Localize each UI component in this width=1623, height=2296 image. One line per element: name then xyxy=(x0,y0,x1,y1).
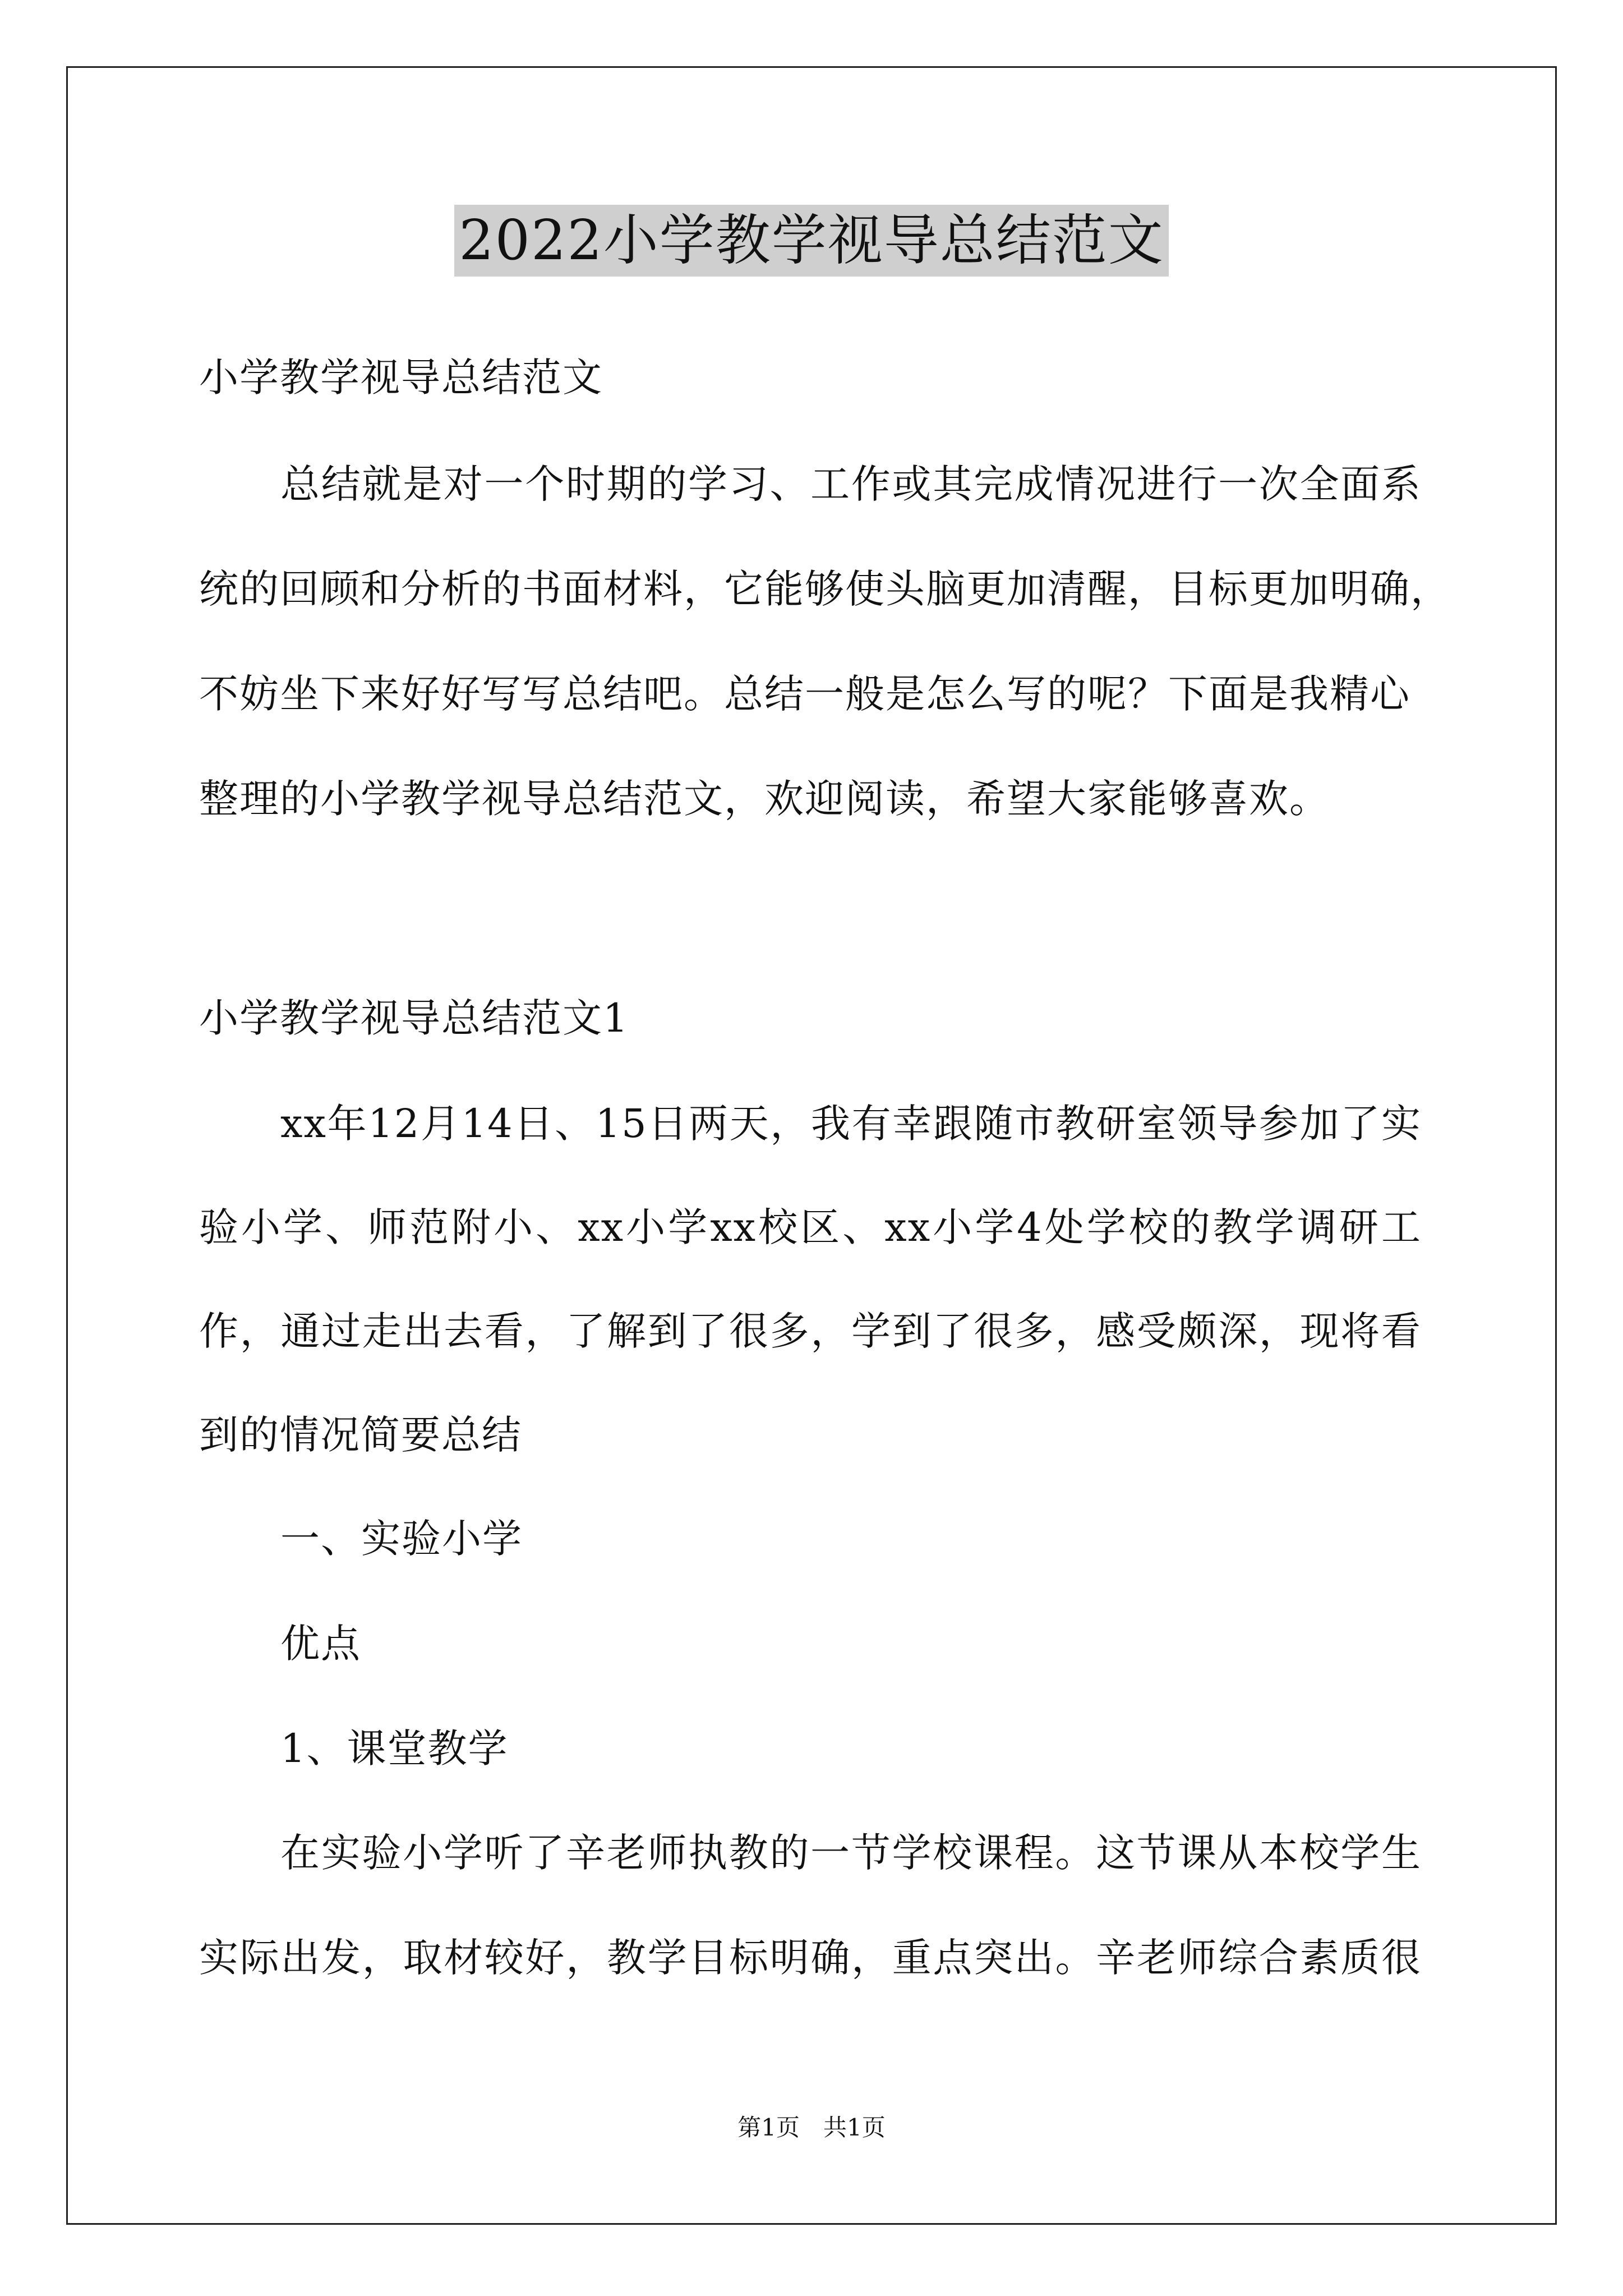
paragraph-line: 实际出发，取材较好，教学目标明确，重点突出。辛老师综合素质很 xyxy=(199,1935,1422,1981)
page-footer: 第1页 共1页 xyxy=(737,2114,886,2141)
section-paragraph-line: 验小学、师范附小、xx小学xx校区、xx小学4处学校的教学调研工 xyxy=(199,1204,1422,1250)
subheading-classroom-teaching: 1、课堂教学 xyxy=(280,1726,509,1772)
paragraph-line: 在实验小学听了辛老师执教的一节学校课程。这节课从本校学生 xyxy=(280,1830,1422,1876)
document-title: 2022小学教学视导总结范文 xyxy=(454,205,1168,277)
subheading-experimental-school: 一、实验小学 xyxy=(280,1516,523,1562)
title-container xyxy=(0,205,1623,277)
intro-line: 统的回顾和分析的书面材料，它能够使头脑更加清醒，目标更加明确， xyxy=(199,566,1451,612)
document-subtitle: 小学教学视导总结范文 xyxy=(199,355,603,401)
intro-line: 不妨坐下来好好写写总结吧。总结一般是怎么写的呢？下面是我精心 xyxy=(199,671,1410,717)
section-paragraph-line: 作，通过走出去看，了解到了很多，学到了很多，感受颇深，现将看 xyxy=(199,1308,1422,1354)
intro-line: 整理的小学教学视导总结范文，欢迎阅读，希望大家能够喜欢。 xyxy=(199,776,1330,822)
subheading-strengths: 优点 xyxy=(280,1621,361,1667)
intro-line: 总结就是对一个时期的学习、工作或其完成情况进行一次全面系 xyxy=(280,461,1422,507)
section-paragraph-line: xx年12月14日、15日两天，我有幸跟随市教研室领导参加了实 xyxy=(280,1101,1422,1147)
section-paragraph-line: 到的情况简要总结 xyxy=(199,1412,522,1458)
section-heading: 小学教学视导总结范文1 xyxy=(199,995,629,1041)
